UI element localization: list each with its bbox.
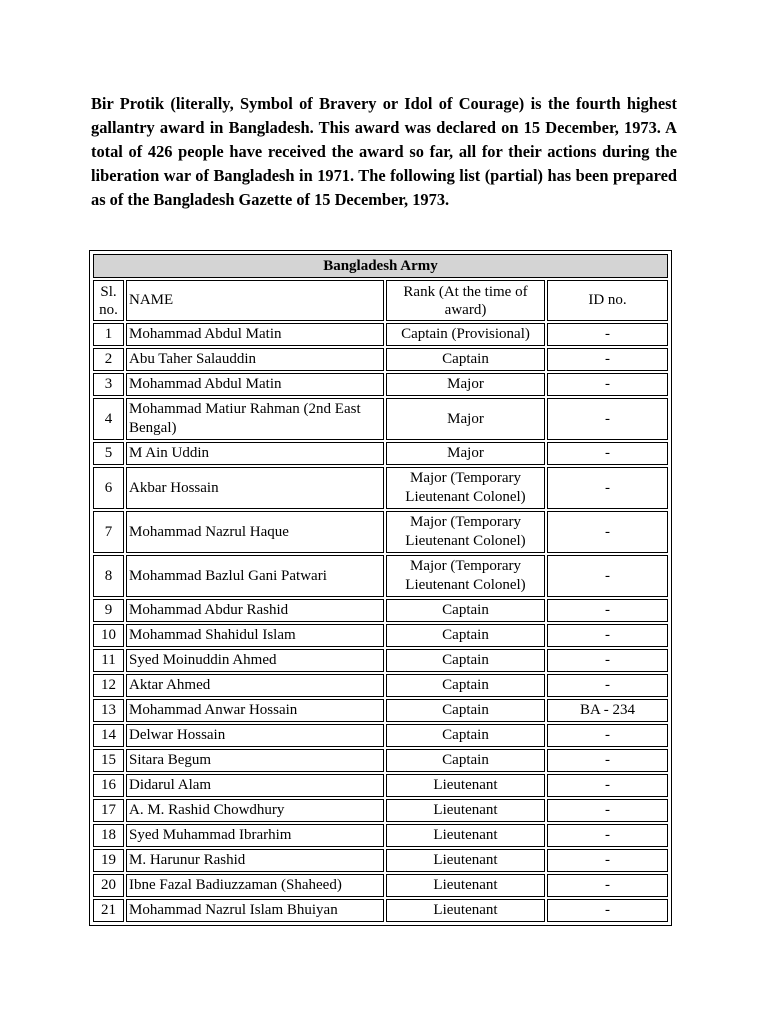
cell-id-no: - [547,874,668,897]
cell-name: M. Harunur Rashid [126,849,384,872]
cell-sl-no: 1 [93,323,124,346]
cell-sl-no: 18 [93,824,124,847]
cell-sl-no: 5 [93,442,124,465]
table-row [93,323,668,346]
cell-id-no: - [547,649,668,672]
header-id-no: ID no. [547,280,668,321]
cell-rank: Lieutenant [386,824,545,847]
cell-name: Sitara Begum [126,749,384,772]
cell-id-no: - [547,824,668,847]
cell-id-no: - [547,398,668,440]
cell-id-no: - [547,774,668,797]
cell-name: Mohammad Abdur Rashid [126,599,384,622]
cell-name: Mohammad Bazlul Gani Patwari [126,555,384,597]
table-caption: Bangladesh Army [93,254,668,278]
cell-rank: Lieutenant [386,774,545,797]
cell-name: Didarul Alam [126,774,384,797]
cell-id-no: - [547,348,668,371]
cell-name: Mohammad Abdul Matin [126,323,384,346]
table-row [93,398,668,440]
cell-name: Mohammad Nazrul Islam Bhuiyan [126,899,384,922]
cell-id-no: - [547,323,668,346]
table-row [93,348,668,371]
cell-sl-no: 7 [93,511,124,553]
cell-name: Mohammad Abdul Matin [126,373,384,396]
cell-id-no: - [547,555,668,597]
cell-name: Mohammad Anwar Hossain [126,699,384,722]
cell-sl-no: 6 [93,467,124,509]
cell-id-no: - [547,849,668,872]
cell-id-no: - [547,674,668,697]
cell-rank: Lieutenant [386,799,545,822]
table-row [93,442,668,465]
cell-sl-no: 14 [93,724,124,747]
cell-sl-no: 11 [93,649,124,672]
cell-id-no: - [547,899,668,922]
cell-id-no: - [547,373,668,396]
table-row [93,649,668,672]
table-row [93,874,668,897]
table-row [93,674,668,697]
cell-name: Mohammad Shahidul Islam [126,624,384,647]
cell-rank: Lieutenant [386,899,545,922]
table-row [93,849,668,872]
table-row [93,899,668,922]
cell-rank: Captain [386,348,545,371]
cell-name: Syed Muhammad Ibrarhim [126,824,384,847]
cell-name: Ibne Fazal Badiuzzaman (Shaheed) [126,874,384,897]
table-row [93,467,668,509]
header-sl-no: Sl. no. [93,280,124,321]
cell-id-no: - [547,442,668,465]
cell-name: Mohammad Nazrul Haque [126,511,384,553]
table-row [93,511,668,553]
cell-rank: Major (Temporary Lieutenant Colonel) [386,511,545,553]
cell-name: Syed Moinuddin Ahmed [126,649,384,672]
table-row [93,774,668,797]
cell-sl-no: 10 [93,624,124,647]
cell-rank: Captain [386,699,545,722]
table-row [93,624,668,647]
cell-rank: Captain [386,674,545,697]
cell-rank: Captain [386,624,545,647]
cell-id-no: - [547,749,668,772]
cell-sl-no: 2 [93,348,124,371]
cell-name: Aktar Ahmed [126,674,384,697]
cell-sl-no: 12 [93,674,124,697]
table-row [93,373,668,396]
cell-sl-no: 15 [93,749,124,772]
cell-sl-no: 16 [93,774,124,797]
cell-rank: Major (Temporary Lieutenant Colonel) [386,467,545,509]
header-name: NAME [126,280,384,321]
cell-rank: Major [386,442,545,465]
cell-sl-no: 8 [93,555,124,597]
table-row [93,824,668,847]
table-row [93,699,668,722]
cell-sl-no: 19 [93,849,124,872]
table-row [93,724,668,747]
award-table-frame [89,250,672,926]
table-row [93,799,668,822]
cell-rank: Lieutenant [386,874,545,897]
header-row [93,280,668,321]
cell-id-no: - [547,467,668,509]
table-row [93,599,668,622]
table-row [93,555,668,597]
cell-sl-no: 4 [93,398,124,440]
cell-id-no: BA - 234 [547,699,668,722]
cell-name: M Ain Uddin [126,442,384,465]
cell-rank: Captain [386,649,545,672]
cell-rank: Captain [386,599,545,622]
header-rank: Rank (At the time of award) [386,280,545,321]
cell-rank: Captain [386,724,545,747]
cell-id-no: - [547,724,668,747]
cell-sl-no: 13 [93,699,124,722]
cell-name: Delwar Hossain [126,724,384,747]
cell-rank: Captain (Provisional) [386,323,545,346]
cell-name: Akbar Hossain [126,467,384,509]
intro-paragraph: Bir Protik (literally, Symbol of Bravery or Idol of Courage) is the fourth highest gallantry award in Bangladesh. This award was declared on 15 December, 1973. A total of 426 people have received the award so far, all for their actions during the liberation war of Bangladesh in 1971. The following list (partial) has been prepared as of the Bangladesh Gazette of 15 December, 1973. [91,94,677,209]
cell-rank: Major [386,373,545,396]
cell-rank: Captain [386,749,545,772]
table-row [93,749,668,772]
cell-name: Mohammad Matiur Rahman (2nd East Bengal) [126,398,384,440]
cell-sl-no: 9 [93,599,124,622]
cell-id-no: - [547,799,668,822]
cell-id-no: - [547,599,668,622]
cell-id-no: - [547,511,668,553]
cell-rank: Major (Temporary Lieutenant Colonel) [386,555,545,597]
cell-name: Abu Taher Salauddin [126,348,384,371]
cell-sl-no: 17 [93,799,124,822]
award-table [91,252,670,924]
cell-id-no: - [547,624,668,647]
cell-sl-no: 20 [93,874,124,897]
cell-rank: Lieutenant [386,849,545,872]
cell-name: A. M. Rashid Chowdhury [126,799,384,822]
cell-sl-no: 21 [93,899,124,922]
cell-sl-no: 3 [93,373,124,396]
cell-rank: Major [386,398,545,440]
